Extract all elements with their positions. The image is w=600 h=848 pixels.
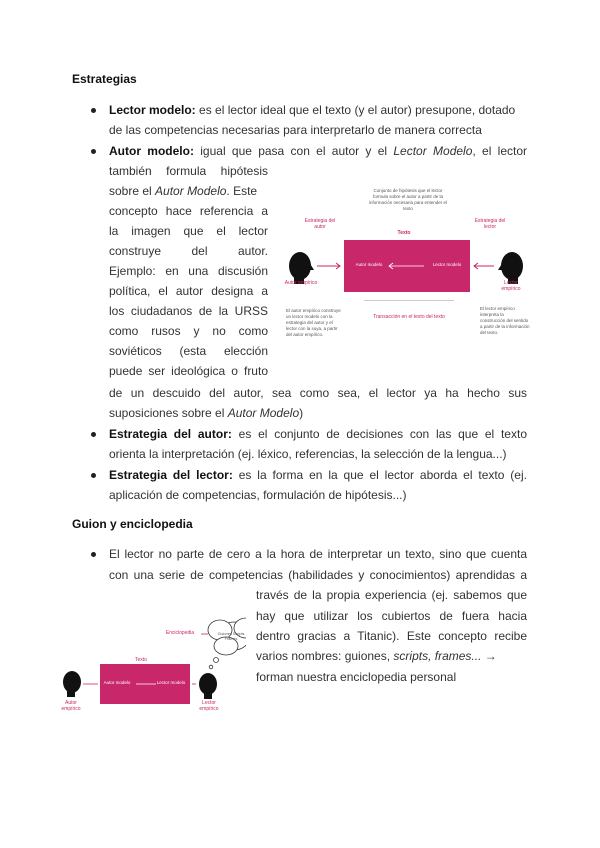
head-left-icon bbox=[63, 671, 81, 697]
lector-modelo-line1 bbox=[109, 100, 515, 120]
diagram-label-estrategia-lector: Estrategia del lector bbox=[474, 218, 506, 230]
cloud-icon bbox=[208, 618, 246, 669]
autor-modelo-line11: soviéticos (esta elección bbox=[109, 344, 268, 358]
bullet-dot bbox=[91, 149, 96, 154]
bullet-dot bbox=[91, 552, 96, 557]
section-title-estrategias: Estrategias bbox=[72, 72, 137, 86]
lector-modelo-line2: de las competencias necesarias para interpretarlo de manera correcta bbox=[109, 123, 482, 137]
diagram2-label-texto: Texto bbox=[135, 657, 147, 663]
diagram-enciclopedia bbox=[56, 612, 246, 712]
lector-modelo-term: Lector modelo: bbox=[109, 103, 196, 117]
diagram-top-note: Conjunto de hipótesis que el lector formula sobre el autor a partir de la información necesaria para entender el texto bbox=[368, 188, 448, 211]
diagram-autor-lector bbox=[284, 184, 530, 344]
autor-modelo-italic: Autor Modelo bbox=[227, 406, 300, 420]
estrategia-autor-term: Estrategia del autor: bbox=[109, 427, 232, 441]
guion-line4: hay que utilizar los cubiertos de fuera hacia bbox=[256, 609, 527, 623]
diagram-bottom-center: Transacción en el texto del texto bbox=[373, 314, 445, 320]
head-right-icon bbox=[199, 673, 217, 699]
diagram-divider bbox=[364, 300, 454, 301]
estrategia-lector-term: Estrategia del lector: bbox=[109, 468, 233, 482]
guion-line5: dentro gracias a Titanic). Este concepto recibe bbox=[256, 629, 527, 643]
arrow-right-icon: → bbox=[484, 649, 497, 663]
diagram-label-lector-empirico: Lector empírico bbox=[501, 280, 521, 292]
bullet-dot bbox=[91, 108, 96, 113]
diagram2-label-lector-modelo: Lector modelo bbox=[156, 680, 186, 685]
diagram2-cloud-text: Guiones Scripts Frames bbox=[217, 632, 245, 641]
estrategia-lector-line1 bbox=[109, 465, 527, 485]
diagram-bottom-left: El autor empírico construye un lector modelo con la estrategia del autor y el lector con la suya, a partir del autor empírico. bbox=[286, 308, 341, 337]
autor-modelo-line14 bbox=[109, 403, 303, 423]
autor-modelo-line6: construye del autor. bbox=[109, 244, 268, 258]
diagram2-label-autor-modelo: Autor modelo bbox=[103, 680, 131, 685]
guion-italic: scripts, frames... bbox=[393, 649, 482, 663]
diagram-label-autor-modelo: Autor modelo bbox=[355, 262, 383, 267]
diagram-label-estrategia-autor: Estrategia del autor bbox=[304, 218, 336, 230]
section-title-guion: Guion y enciclopedia bbox=[72, 517, 193, 531]
bullet-dot bbox=[91, 473, 96, 478]
guion-line6 bbox=[256, 646, 497, 666]
bullet-dot bbox=[91, 432, 96, 437]
autor-modelo-term: Autor modelo: bbox=[109, 144, 194, 158]
guion-line7: forman nuestra enciclopedia personal bbox=[256, 670, 457, 684]
diagram2-label-autor-empirico: Autor empírico bbox=[61, 700, 81, 712]
autor-modelo-line13: de un descuido del autor, sea como sea, el lector ya ha hecho sus bbox=[109, 386, 527, 400]
autor-modelo-line9: los ciudadanos de la URSS bbox=[109, 304, 268, 318]
autor-modelo-line7: Ejemplo: en una discusión bbox=[109, 264, 268, 278]
guion-line2: con una serie de competencias (habilidades y conocimientos) aprendidas a bbox=[109, 568, 527, 582]
diagram-bottom-right: El lector empírico interpreta la construcción del sentido a partir de la información del texto. bbox=[480, 306, 530, 335]
autor-modelo-line10: como rusos y no como bbox=[109, 324, 268, 338]
autor-modelo-line8: política, el autor designa a bbox=[109, 284, 268, 298]
autor-modelo-italic: Autor Modelo bbox=[155, 184, 227, 198]
guion-line1: El lector no parte de cero a la hora de interpretar un texto, sino que cuenta bbox=[109, 547, 527, 561]
diagram-label-autor-empirico: Autor empírico bbox=[284, 280, 318, 286]
diagram2-label-enciclopedia: Enciclopedia bbox=[165, 630, 195, 636]
autor-modelo-line1 bbox=[109, 141, 527, 161]
autor-modelo-text: ) bbox=[299, 406, 304, 420]
autor-modelo-line3 bbox=[109, 181, 257, 201]
lector-modelo-text1: es el lector ideal que el texto (y el autor) presupone, dotado bbox=[199, 103, 516, 117]
autor-modelo-italic: Lector Modelo bbox=[393, 144, 473, 158]
autor-modelo-line5: la imagen que el lector bbox=[109, 224, 268, 238]
estrategia-lector-text1: es la forma en la que el lector aborda el texto (ej. bbox=[238, 468, 527, 482]
autor-modelo-text: igual que pasa con el autor y el bbox=[200, 144, 388, 158]
diagram-label-texto: Texto bbox=[397, 230, 411, 236]
autor-modelo-text: , el lector bbox=[472, 144, 527, 158]
autor-modelo-text: . Este bbox=[226, 184, 258, 198]
diagram-inner-arrow-icon bbox=[389, 263, 424, 269]
diagram-label-lector-modelo: Lector modelo bbox=[432, 262, 462, 267]
estrategia-autor-text1: es el conjunto de decisiones con las que el texto bbox=[238, 427, 527, 441]
autor-modelo-line12: puede ser ideológica o fruto bbox=[109, 364, 268, 378]
estrategia-lector-line2: aplicación de competencias, formulación de hipótesis...) bbox=[109, 488, 407, 502]
autor-modelo-text: sobre el bbox=[109, 184, 152, 198]
autor-modelo-line2: también formula hipótesis bbox=[109, 164, 268, 178]
autor-modelo-line4: concepto hace referencia a bbox=[109, 204, 268, 218]
diagram2-label-lector-empirico: Lector empírico bbox=[199, 700, 219, 712]
estrategia-autor-line2: orienta la interpretación (ej. léxico, referencias, la selección de la lengua...) bbox=[109, 447, 507, 461]
autor-modelo-text: suposiciones sobre el bbox=[109, 406, 225, 420]
guion-text: varios nombres: guiones, bbox=[256, 649, 391, 663]
estrategia-autor-line1 bbox=[109, 424, 527, 444]
guion-line3: través de la propia experiencia (ej. sabemos que bbox=[256, 588, 527, 602]
